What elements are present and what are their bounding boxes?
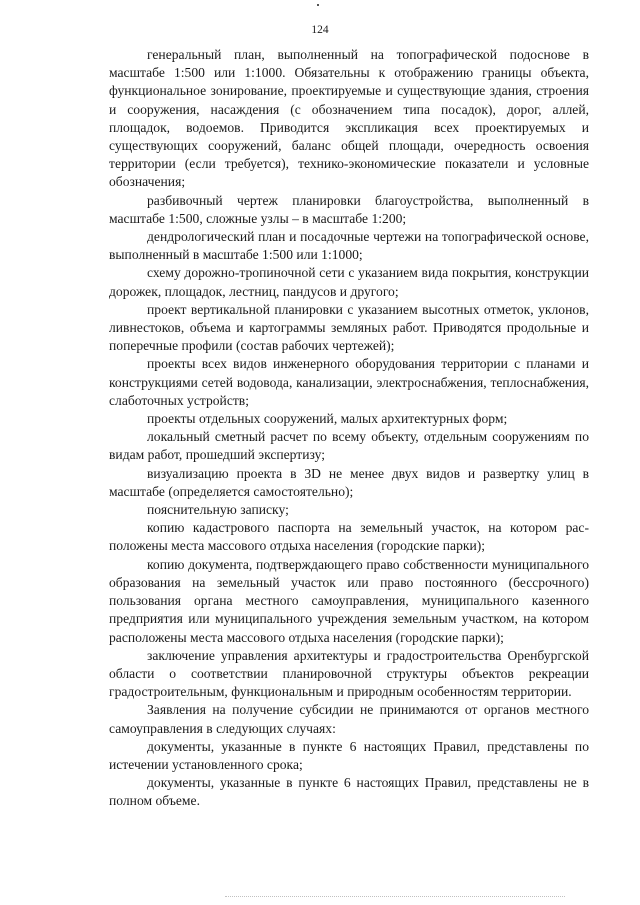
scan-mark: [317, 4, 319, 6]
page-number: 124: [311, 24, 329, 36]
paragraph-architecture-conclusion: заключение управления архитектуры и градостроительства Оренбургской области о соответствии планировочной структуры объектов рекреации градостроительным, функциональным и природным особенностям территории.: [109, 647, 589, 700]
page-body: [109, 46, 589, 811]
paragraph-road-network: схему дорожно-тропиночной сети с указанием вида покрытия, конструкции дорожек, площадок, лестниц, пандусов и другого;: [109, 265, 589, 299]
paragraph-applications-not-accepted: Заявления на получение субсидии не принимаются от органов местного самоуправления в следующих случаях:: [109, 702, 589, 736]
scan-artifact-line: [225, 896, 565, 900]
paragraph-deadline-expired: документы, указанные в пункте 6 настоящих Правил, представлены по истечении установленного срока;: [109, 738, 589, 772]
paragraph-vertical-planning: проект вертикальной планировки с указанием высотных отметок, уклонов, ливнестоков, объема и картограммы земляных работ. Приводятся продольные и поперечные профили (состав рабочих чертежей);: [109, 301, 589, 354]
paragraph-explanatory-note: пояснительную записку;: [147, 502, 289, 518]
paragraph-ownership-document: копию документа, подтверждающего право собственности муниципального образования на земельный участок или право постоянного (бессрочного) пользования органа местного самоуправления, муниципального казенного предприятия или муниципального учреждения земельным участком, на котором расположены места массового отдыха населения (городские парки);: [109, 556, 589, 645]
paragraph-engineering-projects: проекты всех видов инженерного оборудования территории с планами и конструкциями сетей водовода, канализации, электроснабжения, теплоснабжения, слаботочных устройств;: [109, 356, 589, 408]
paragraph-general-plan: генеральный план, выполненный на топографической подоснове в масштабе 1:500 или 1:1000. Обязательны к отображению границы объекта, функциональное зонирование, проектируемые и существующие здания, строения и сооружения, насаждения (с обозначением типа посадок), дорог, аллей, площадок, водоемов. Приводится экспликация всех проектируемых и существующих сооружений, баланс общей площади, очередность освоения территории (если требуется), технико-экономические показатели и условные обозначения;: [109, 47, 589, 190]
paragraph-cadastral-passport: копию кадастрового паспорта на земельный участок, на котором расположены места массового отдыха населения (городские парки);: [109, 520, 589, 554]
paragraph-cost-estimate: локальный сметный расчет по всему объекту, отдельным сооружениям по видам работ, прошедший экспертизу;: [109, 429, 589, 463]
paragraph-layout-drawing: разбивочный чертеж планировки благоустройства, выполненный в масштабе 1:500, сложные узлы – в масштабе 1:200;: [109, 192, 589, 226]
paragraph-separate-structures: проекты отдельных сооружений, малых архитектурных форм;: [147, 411, 508, 427]
paragraph-visualization: визуализацию проекта в 3D не менее двух видов и развертку улиц в масштабе (определяется самостоятельно);: [109, 465, 589, 499]
paragraph-dendrological-plan: дендрологический план и посадочные чертежи на топографической основе, выполненный в масштабе 1:500 или 1:1000;: [109, 229, 589, 263]
paragraph-incomplete-documents: документы, указанные в пункте 6 настоящих Правил, представлены не в полном объеме.: [109, 775, 589, 809]
